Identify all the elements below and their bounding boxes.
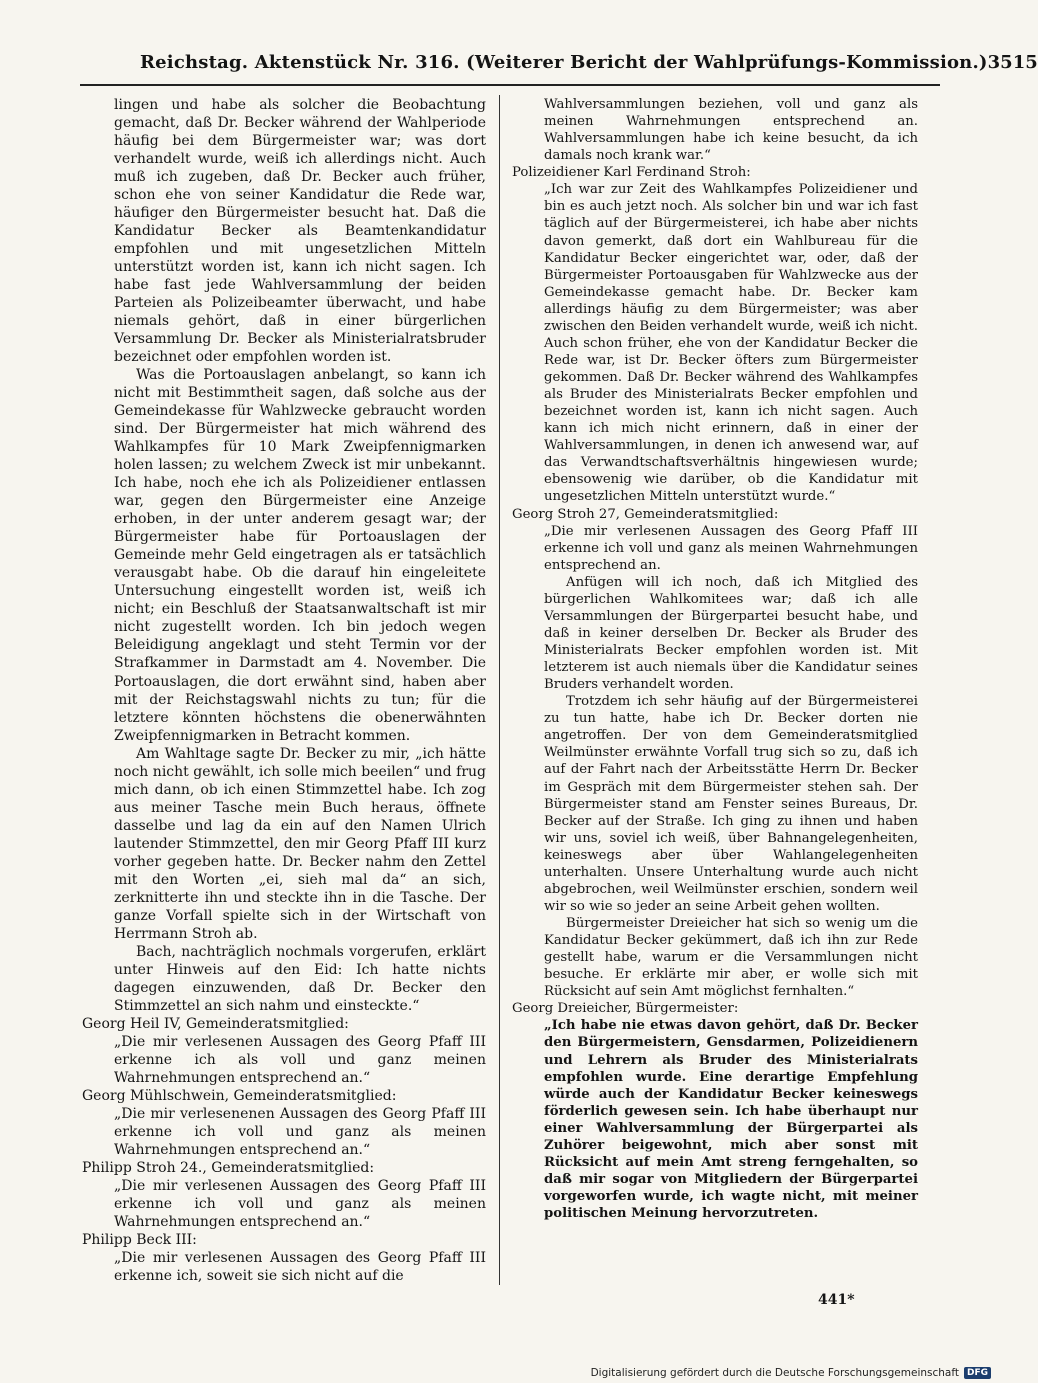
speaker-heading: Polizeidiener Karl Ferdinand Stroh: <box>512 165 751 181</box>
page-marker: 441* <box>818 1292 855 1308</box>
paragraph: „Die mir verlesenen Aussagen des Georg Pfaff III erkenne ich als voll und ganz meinen Wahrnehmungen entsprechend an.“ <box>114 1033 486 1086</box>
speaker-heading: Georg Heil IV, Gemeinderatsmitglied: <box>82 1015 349 1032</box>
column-divider <box>499 95 500 1285</box>
header-title: Reichstag. Aktenstück Nr. 316. (Weiterer Bericht der Wahlprüfungs-Kommission.) <box>140 52 988 73</box>
speaker-heading: Georg Mühlschwein, Gemeinderatsmitglied: <box>82 1087 397 1104</box>
speaker-heading: Philipp Stroh 24., Gemeinderatsmitglied: <box>82 1159 375 1176</box>
paragraph: „Die mir verlesenenen Aussagen des Georg Pfaff III erkenne ich voll und ganz als meinen Wahrnehmungen entsprechend an.“ <box>114 1105 486 1158</box>
paragraph: „Ich habe nie etwas davon gehört, daß Dr. Becker den Bürgermeistern, Gensdarmen, Polizeidienern und Lehrern als Bruder des Ministerialrats empfohlen wurde. Eine derartige Empfehlung würde auch der Kandidatur Becker keineswegs förderlich gewesen sein. Ich habe überhaupt nur einer Wahlversammlung der Bürgerpartei als Zuhörer beigewohnt, mich aber sonst mit Rücksicht auf mein Amt streng ferngehalten, so daß mir sogar von Mitgliedern der Bürgerpartei vorgeworfen wurde, ich wagte nicht, mit meiner politischen Meinung hervorzutreten. <box>544 1018 918 1222</box>
paragraph: Bach, nachträglich nochmals vorgerufen, erklärt unter Hinweis auf den Eid: Ich hatte nichts dagegen einzuwenden, daß Dr. Becker den Stimmzettel an sich nahm und einsteckte.“ <box>114 943 486 1014</box>
footer <box>589 1366 991 1380</box>
paragraph: lingen und habe als solcher die Beobachtung gemacht, daß Dr. Becker während der Wahlperiode häufig bei dem Bürgermeister war; was dort verhandelt wurde, weiß ich allerdings nicht. Auch muß ich zugeben, daß Dr. Becker auch früher, schon ehe von seiner Kandidatur die Rede war, häufiger den Bürgermeister besucht hat. Daß die Kandidatur Becker als Beamtenkandidatur empfohlen und mit ungesetzlichen Mitteln unterstützt worden ist, kann ich nicht sagen. Ich habe fast jede Wahlversammlung der beiden Parteien als Polizeibeamter überwacht, und habe niemals gehört, daß in einer bürgerlichen Versammlung Dr. Becker als Ministerialratsbruder bezeichnet oder empfohlen worden ist. <box>114 97 486 366</box>
paragraph: „Die mir verlesenen Aussagen des Georg Pfaff III erkenne ich voll und ganz als meinen Wahrnehmungen entsprechend an.“ <box>114 1177 486 1230</box>
paragraph: Am Wahltage sagte Dr. Becker zu mir, „ich hätte noch nicht gewählt, ich solle mich beeilen“ und frug mich dann, ob ich einen Stimmzettel habe. Ich zog aus meiner Tasche mein Buch heraus, öffnete dasselbe und lag da ein auf den Namen Ulrich lautender Stimmzettel, den mir Georg Pfaff III kurz vorher gegeben hatte. Dr. Becker nahm den Zettel mit den Worten „ei, sieh mal da“ an sich, zerknitterte ihn und steckte ihn in die Tasche. Der ganze Vorfall spielte sich in der Wirtschaft von Herrmann Stroh ab. <box>114 745 486 942</box>
running-header <box>140 52 1038 82</box>
paragraph: Was die Portoauslagen anbelangt, so kann ich nicht mit Bestimmtheit sagen, daß solche aus der Gemeindekasse für Wahlzwecke gebraucht worden sind. Der Bürgermeister hat mich während des Wahlkampfes für 10 Mark Zweipfennigmarken holen lassen; zu welchem Zweck ist mir unbekannt. Ich habe, noch ehe ich als Polizeidiener entlassen war, gegen den Bürgermeister eine Anzeige erhoben, in der unter anderem gesagt war; der Bürgermeister habe für Portoauslagen der Gemeinde mehr Geld eingetragen als er tatsächlich verausgabt habe. Ob die darauf hin eingeleitete Untersuchung eingestellt worden ist, weiß ich nicht; ein Beschluß der Staatsanwaltschaft ist mir nicht zugestellt worden. Ich bin jedoch wegen Beleidigung angeklagt und steht Termin vor der Strafkammer in Darmstadt am 4. November. Die Portoauslagen, die dort erwähnt sind, haben aber mit der Reichstagswahl nichts zu tun; für die letztere könnten höchstens die obenerwähnten Zweipfennigmarken in Betracht kommen. <box>114 367 486 744</box>
speaker-heading: Georg Dreieicher, Bürgermeister: <box>512 1001 739 1017</box>
speaker-heading: Georg Stroh 27, Gemeinderatsmitglied: <box>512 506 779 522</box>
page-number: 3515 <box>987 52 1038 73</box>
paragraph: Wahlversammlungen beziehen, voll und ganz als meinen Wahrnehmungen entsprechend an. Wahlversammlungen habe ich keine besucht, da ich damals noch krank war.“ <box>544 97 918 164</box>
dfg-logo-icon: DFG <box>964 1367 991 1379</box>
paragraph: „Ich war zur Zeit des Wahlkampfes Polizeidiener und bin es auch jetzt noch. Als solcher bin und war ich fast täglich auf der Bürgermeisterei, ich habe aber nichts davon gemerkt, daß dort ein Wahlbureau für die Kandidatur Becker eingerichtet war, oder, daß der Bürgermeister Portoausgaben für Wahlzwecke aus der Gemeindekasse gemacht habe. Dr. Becker kam allerdings häufig zu dem Bürgermeister; was aber zwischen den Beiden verhandelt wurde, weiß ich nicht. Auch schon früher, ehe von der Kandidatur Becker die Rede war, ist Dr. Becker öfters zum Bürgermeister gekommen. Daß Dr. Becker während des Wahlkampfes als Bruder des Ministerialrats Becker empfohlen und bezeichnet worden ist, kann ich nicht sagen. Auch kann ich mich nicht erinnern, daß in einer der Wahlversammlungen, in denen ich anwesend war, auf das Verwandtschaftsverhältnis hingewiesen wurde; ebensowenig wie darüber, ob die Kandidatur mit ungesetzlichen Mitteln unterstützt wurde.“ <box>544 182 918 505</box>
header-rule <box>80 84 940 86</box>
speaker-heading: Philipp Beck III: <box>82 1231 197 1248</box>
paragraph: Anfügen will ich noch, daß ich Mitglied des bürgerlichen Wahlkomitees war; daß ich alle Versammlungen der Bürgerpartei besucht habe, und daß in keiner derselben Dr. Becker als Bruder des Ministerialrats Becker empfohlen worden ist. Mit letzterem ist auch niemals über die Kandidatur seines Bruders verhandelt worden. <box>544 574 918 693</box>
paragraph: „Die mir verlesenen Aussagen des Georg Pfaff III erkenne ich voll und ganz als meinen Wahrnehmungen entsprechend an. <box>544 523 918 573</box>
paragraph: „Die mir verlesenen Aussagen des Georg Pfaff III erkenne ich, soweit sie sich nicht auf die <box>114 1250 486 1285</box>
paragraph: Bürgermeister Dreieicher hat sich so wenig um die Kandidatur Becker gekümmert, daß ich ihn zur Rede gestellt habe, warum er die Versammlungen nicht besuche. Er erklärte mir aber, er wolle sich mit Rücksicht auf sein Amt möglichst fernhalten.“ <box>544 916 918 1000</box>
right-column <box>512 96 918 1222</box>
footer-text: Digitalisierung gefördert durch die Deutsche Forschungsgemeinschaft <box>590 1367 959 1379</box>
paragraph: Trotzdem ich sehr häufig auf der Bürgermeisterei zu tun hatte, habe ich Dr. Becker dorten nie angetroffen. Der von dem Gemeinderatsmitglied Weilmünster erwähnte Vorfall trug sich so zu, daß ich auf der Fahrt nach der Arbeitsstätte Herrn Dr. Becker im Gespräch mit dem Bürgermeister stehen sah. Der Bürgermeister stand am Fenster seines Bureaus, Dr. Becker auf der Straße. Ich ging zu ihnen und haben wir uns, soviel ich weiß, über Bahnangelegenheiten, keineswegs aber über Wahlangelegenheiten unterhalten. Unsere Unterhaltung wurde auch nicht abgebrochen, weil Weilmünster erschien, sondern weil wir so wie so jeder an seine Arbeit gehen wollten. <box>544 694 918 914</box>
left-column <box>82 96 486 1285</box>
